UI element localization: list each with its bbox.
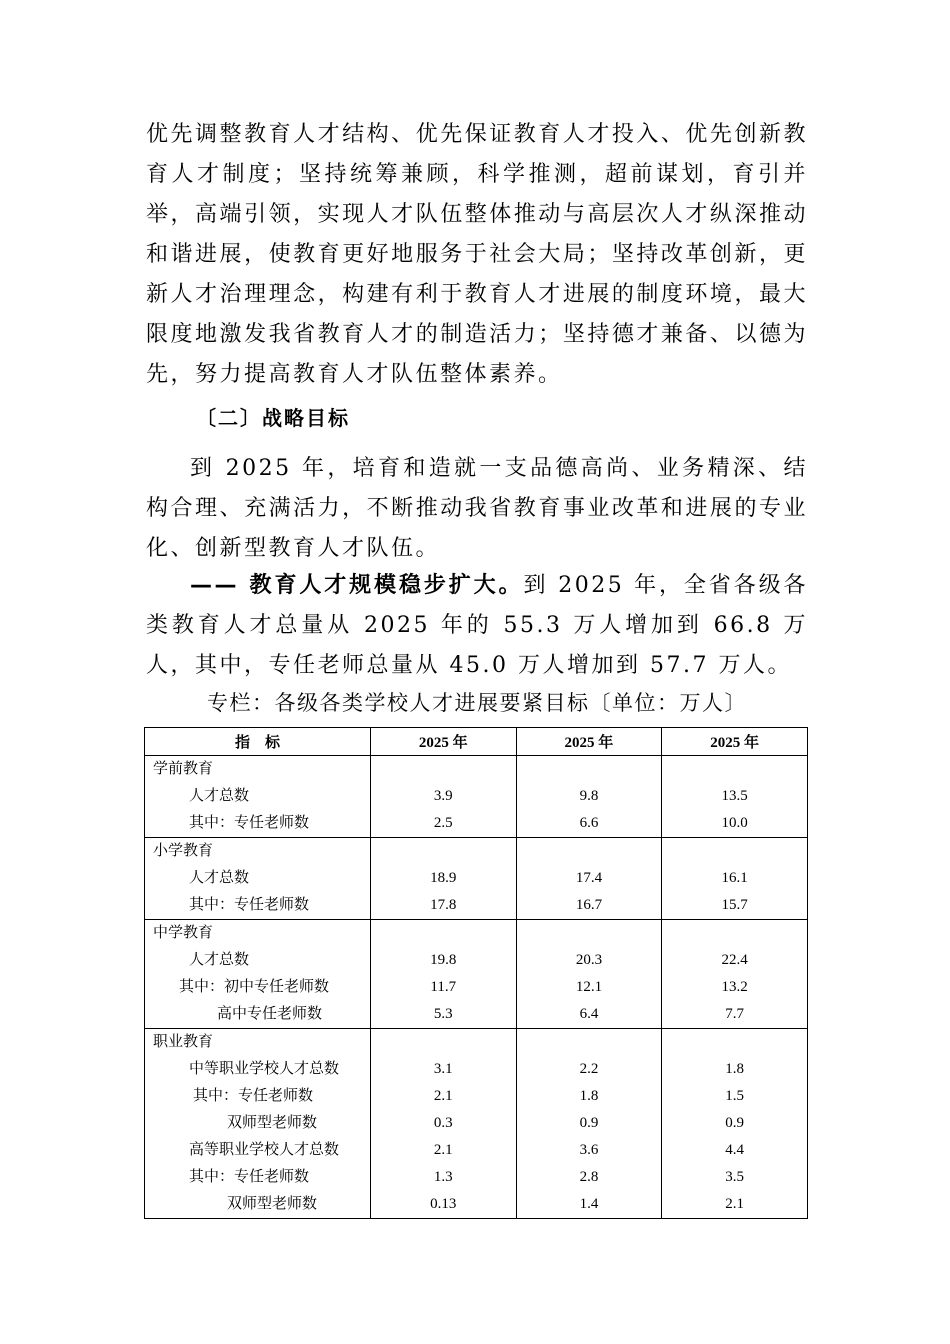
row-label: 高等职业学校人才总数 <box>189 1142 340 1158</box>
section-heading-strategic-goals: 〔二〕战略目标 <box>196 406 350 430</box>
header-year-3: 2025 年 <box>662 728 808 756</box>
row-label: 高中专任老师数 <box>217 1006 323 1022</box>
row-label: 其中：专任老师数 <box>189 1169 310 1185</box>
blank-line <box>371 920 516 947</box>
value: 0.9 <box>579 1115 599 1131</box>
value: 6.6 <box>579 815 599 831</box>
value: 4.4 <box>725 1142 745 1158</box>
row-label: 其中：专任老师数 <box>193 1088 314 1104</box>
value-cell-year-1 <box>370 838 516 920</box>
value-cell-year-2 <box>516 1029 662 1219</box>
group-label-cell <box>145 1029 371 1219</box>
table-caption: 专栏：各级各类学校人才进展要紧目标〔单位：万人〕 <box>207 691 747 715</box>
value: 20.3 <box>575 952 603 968</box>
value: 2.2 <box>579 1061 599 1077</box>
value: 13.2 <box>721 979 748 995</box>
header-year-2: 2025 年 <box>516 728 662 756</box>
value: 0.13 <box>430 1196 457 1212</box>
group-label-cell <box>145 920 371 1029</box>
goal-bold-lead: —— 教育人才规模稳步扩大。 <box>190 573 524 598</box>
group-title: 中学教育 <box>153 925 214 941</box>
value: 19.8 <box>430 952 457 968</box>
value: 5.3 <box>433 1006 453 1022</box>
value: 12.1 <box>575 979 603 995</box>
value: 2.1 <box>725 1196 745 1212</box>
group-label-cell <box>145 838 371 920</box>
value: 16.7 <box>575 897 603 913</box>
table-group-row <box>145 838 808 920</box>
value: 16.1 <box>721 870 748 886</box>
value: 11.7 <box>430 979 457 995</box>
table-body <box>145 756 808 1219</box>
value: 3.6 <box>579 1142 599 1158</box>
blank-line <box>371 756 516 783</box>
group-label-cell <box>145 756 371 838</box>
blank-line <box>662 1029 807 1056</box>
value: 1.5 <box>725 1088 745 1104</box>
blank-line <box>371 838 516 865</box>
value: 13.5 <box>721 788 748 804</box>
value: 22.4 <box>721 952 748 968</box>
value-cell-year-3 <box>662 920 808 1029</box>
value: 7.7 <box>725 1006 745 1022</box>
value: 1.4 <box>579 1196 599 1212</box>
row-label: 其中：专任老师数 <box>189 815 310 831</box>
value: 9.8 <box>579 788 599 804</box>
row-label: 中等职业学校人才总数 <box>189 1061 340 1077</box>
value-cell-year-2 <box>516 838 662 920</box>
value: 2.1 <box>433 1088 453 1104</box>
value: 3.9 <box>433 788 453 804</box>
value: 17.4 <box>575 870 603 886</box>
blank-line <box>662 756 807 783</box>
value: 3.1 <box>433 1061 453 1077</box>
row-label: 人才总数 <box>189 788 250 804</box>
table-group-row <box>145 1029 808 1219</box>
goal-detail-text: 到 2025 年，全省各级各类教育人才总量从 2025 年的 55.3 万人增加到 66.8 万人，其中，专任老师总量从 45.0 万人增加到 57.7 万人。 <box>146 573 808 678</box>
value-cell-year-2 <box>516 756 662 838</box>
group-title: 职业教育 <box>153 1034 214 1050</box>
value: 1.3 <box>433 1169 453 1185</box>
blank-line <box>662 920 807 947</box>
value: 15.7 <box>721 897 748 913</box>
value: 2.1 <box>433 1142 453 1158</box>
paragraph-scale-goal <box>146 566 808 686</box>
header-year-1: 2025 年 <box>370 728 516 756</box>
value: 2.8 <box>579 1169 599 1185</box>
value: 1.8 <box>579 1088 599 1104</box>
blank-line <box>517 838 662 865</box>
value: 0.9 <box>725 1115 745 1131</box>
value: 6.4 <box>579 1006 599 1022</box>
blank-line <box>517 1029 662 1056</box>
value-cell-year-3 <box>662 1029 808 1219</box>
value-cell-year-3 <box>662 756 808 838</box>
value-cell-year-1 <box>370 920 516 1029</box>
value-cell-year-3 <box>662 838 808 920</box>
value: 18.9 <box>430 870 457 886</box>
value: 0.3 <box>433 1115 453 1131</box>
table-group-row <box>145 920 808 1029</box>
group-title: 学前教育 <box>153 761 214 777</box>
row-label: 双师型老师数 <box>227 1196 318 1212</box>
value: 17.8 <box>430 897 457 913</box>
header-indicator: 指 标 <box>145 728 371 756</box>
value: 10.0 <box>721 815 748 831</box>
value-cell-year-2 <box>516 920 662 1029</box>
group-title: 小学教育 <box>153 843 214 859</box>
row-label: 人才总数 <box>189 952 250 968</box>
row-label: 人才总数 <box>189 870 250 886</box>
row-label: 其中：专任老师数 <box>189 897 310 913</box>
table-group-row <box>145 756 808 838</box>
table-header-row <box>145 728 808 756</box>
value: 3.5 <box>725 1169 745 1185</box>
row-label: 其中：初中专任老师数 <box>179 979 330 995</box>
blank-line <box>517 920 662 947</box>
value-cell-year-1 <box>370 1029 516 1219</box>
blank-line <box>371 1029 516 1056</box>
value: 1.8 <box>725 1061 745 1077</box>
paragraph-overall-goal: 到 2025 年，培育和造就一支品德高尚、业务精深、结构合理、充满活力，不断推动我省教育事业改革和进展的专业化、创新型教育人才队伍。 <box>146 456 808 561</box>
talent-targets-table <box>144 727 808 1219</box>
row-label: 双师型老师数 <box>227 1115 318 1131</box>
blank-line <box>517 756 662 783</box>
value: 2.5 <box>433 815 453 831</box>
value-cell-year-1 <box>370 756 516 838</box>
blank-line <box>662 838 807 865</box>
paragraph-principles: 优先调整教育人才结构、优先保证教育人才投入、优先创新教育人才制度；坚持统筹兼顾，科学推测，超前谋划，育引并举，高端引领，实现人才队伍整体推动与高层次人才纵深推动和谐进展，使教育更好地服务于社会大局；坚持改革创新，更新人才治理理念，构建有利于教育人才进展的制度环境，最大限度地激发我省教育人才的制造活力；坚持德才兼备、以德为先，努力提高教育人才队伍整体素养。 <box>146 122 808 387</box>
